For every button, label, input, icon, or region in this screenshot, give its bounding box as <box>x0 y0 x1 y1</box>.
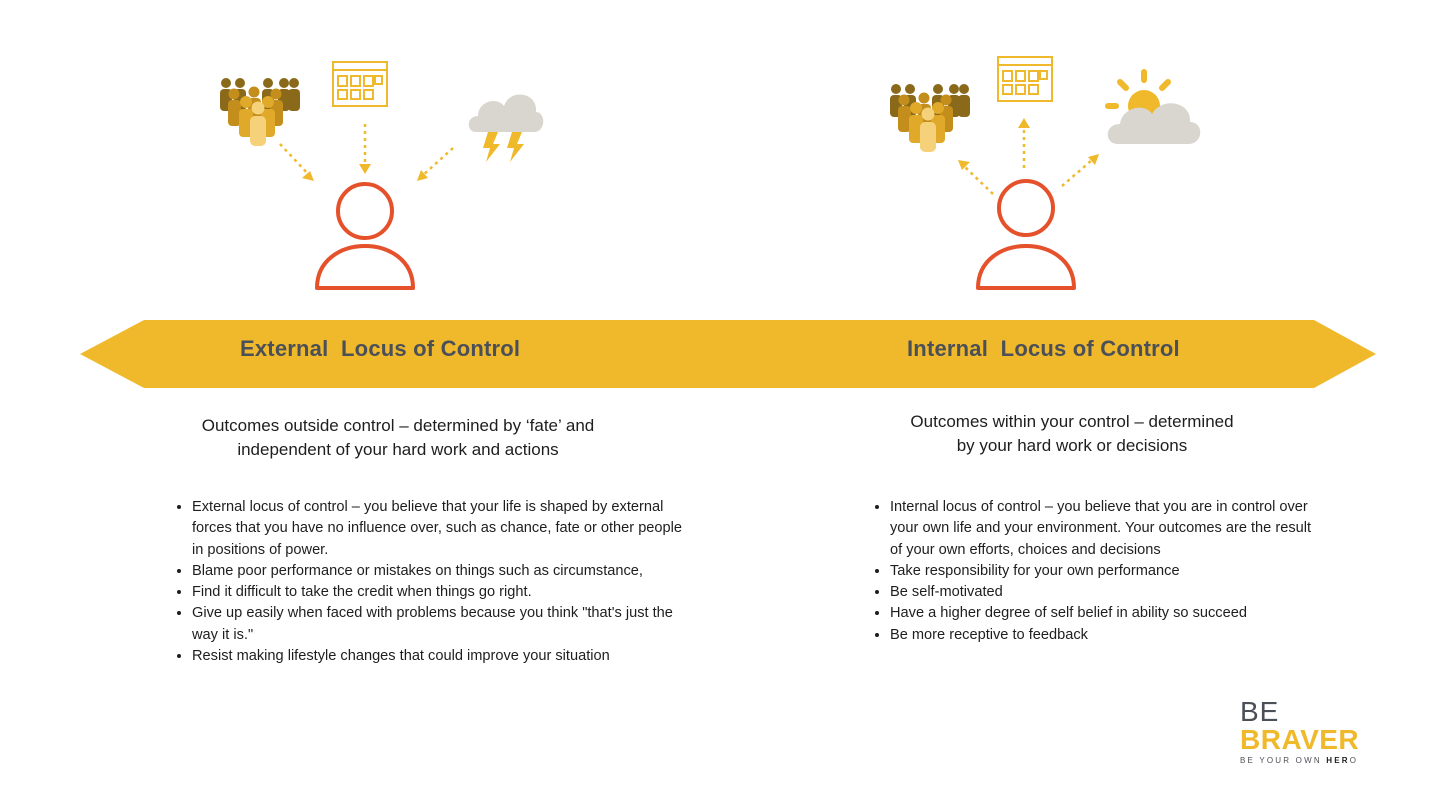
external-bullet-list <box>174 497 692 667</box>
right-icon-cluster <box>0 0 1456 320</box>
list-item: • Resist making lifestyle changes that could improve your situation <box>192 646 692 667</box>
internal-subtitle <box>822 410 1322 458</box>
list-item: • Blame poor performance or mistakes on things such as circumstance, <box>192 561 692 582</box>
logo-braver-text: BRAVER <box>1240 724 1360 755</box>
sun-cloud-icon <box>1108 72 1201 144</box>
list-item: • External locus of control – you believe that your life is shaped by external forces that you have no influence over, such as chance, fate or other people in positions of power. <box>192 497 692 561</box>
internal-subtitle-line2: by your hard work or decisions <box>956 436 1188 455</box>
external-subtitle <box>148 414 648 462</box>
outward-arrows <box>964 126 1092 194</box>
logo-tag-prefix: BE YOUR OWN <box>1240 756 1327 765</box>
list-item: • Give up easily when faced with problems because you think "that's just the way it is." <box>192 603 692 646</box>
internal-bullet-list <box>872 497 1322 646</box>
list-item: • Be self-motivated <box>890 582 1322 603</box>
list-item: • Internal locus of control – you believe that you are in control over your own life and your environment. Your outcomes are the result of your own efforts, choices and decisions <box>890 497 1322 561</box>
logo-be-text: BE <box>1240 696 1280 727</box>
person-icon <box>978 181 1074 288</box>
list-item: • Find it difficult to take the credit when things go right. <box>192 582 692 603</box>
list-item: • Take responsibility for your own performance <box>890 561 1322 582</box>
logo-tag-suffix: O <box>1349 756 1359 765</box>
external-subtitle-line1: Outcomes outside control – determined by ‘fate’ and <box>201 416 595 435</box>
external-locus-title: External Locus of Control <box>240 336 521 361</box>
logo-tag-bold: HER <box>1326 756 1350 765</box>
list-item: • Have a higher degree of self belief in ability so succeed <box>890 603 1322 624</box>
external-subtitle-line2: independent of your hard work and actions <box>237 440 559 459</box>
internal-locus-title: Internal Locus of Control <box>907 336 1180 361</box>
list-item: • Be more receptive to feedback <box>890 625 1322 646</box>
group-of-people-icon <box>890 84 970 152</box>
be-braver-logo <box>1240 698 1370 765</box>
internal-subtitle-line1: Outcomes within your control – determined <box>910 412 1234 431</box>
logo-tagline <box>1240 756 1370 765</box>
calendar-board-icon <box>998 57 1052 101</box>
